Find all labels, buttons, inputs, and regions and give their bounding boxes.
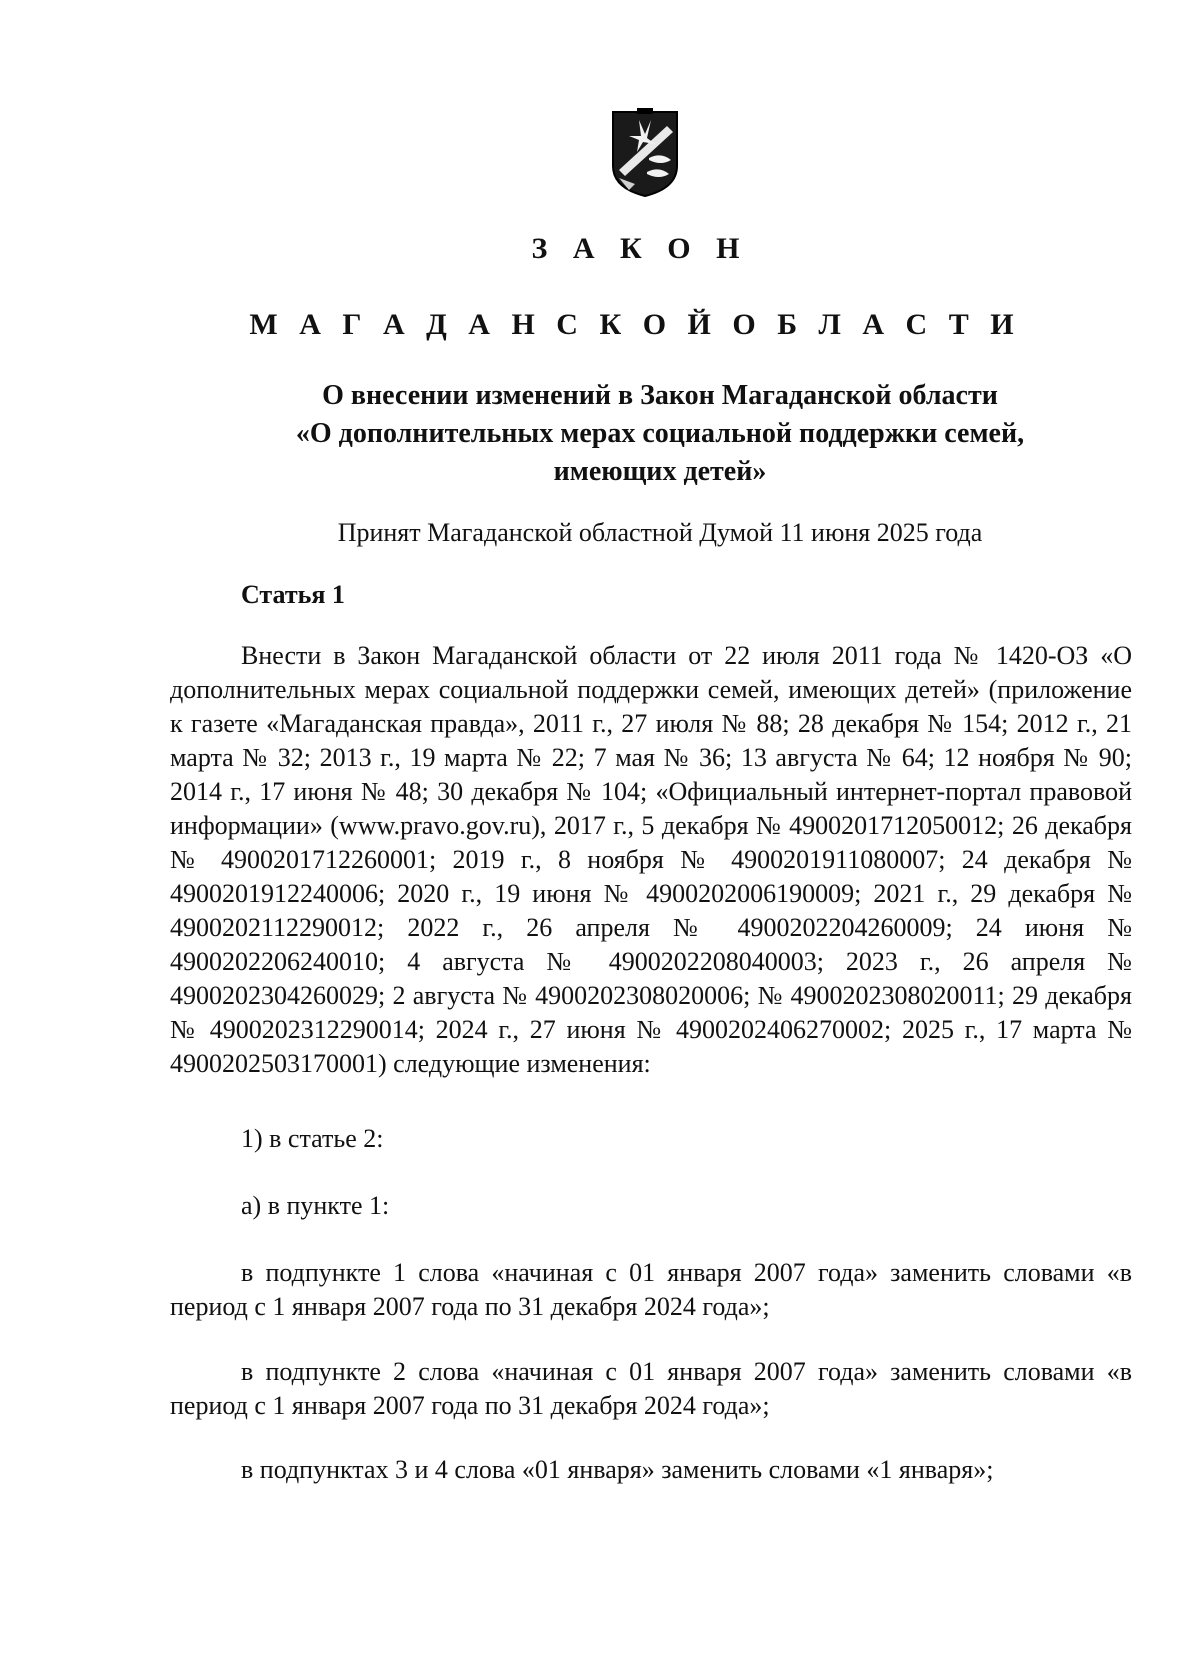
subject-line-3: имеющих детей» [553,456,767,487]
article-paragraph: в подпункте 2 слова «начиная с 01 января 2007 года» заменить словами «в период с 1 января 2007 года по 31 декабря 2024 года»; [170,1357,1132,1420]
article-paragraph: в подпунктах 3 и 4 слова «01 января» заменить словами «1 января»; [241,1455,994,1484]
article-heading: Статья 1 [241,580,345,609]
subject-line-2: «О дополнительных мерах социальной поддержки семей, [295,418,1025,449]
article-paragraph: 1) в статье 2: [241,1124,384,1153]
region-title: М А Г А Д А Н С К О Й О Б Л А С Т И [249,308,1021,341]
article-paragraph: а) в пункте 1: [241,1191,390,1220]
coat-of-arms-emblem [609,108,681,198]
document-type-title: З А К О Н [531,232,749,265]
law-subject-title [160,377,1160,491]
article-paragraph: в подпункте 1 слова «начиная с 01 января 2007 года» заменить словами «в период с 1 января 2007 года по 31 декабря 2024 года»; [170,1258,1132,1321]
adoption-line: Принят Магаданской областной Думой 11 июня 2025 года [337,518,983,547]
article-paragraph: Внести в Закон Магаданской области от 22 июля 2011 года № 1420-ОЗ «О дополнительных мерах социальной поддержки семей, имеющих детей» (приложение к газете «Магаданская правда», 2011 г., 27 июля № 88; 28 декабря № 154; 2012 г., 21 марта № 32; 2013 г., 19 марта № 22; 7 мая № 36; 13 августа № 64; 12 ноября № 90; 2014 г., 17 июня № 48; 30 декабря № 104; «Официальный интернет-портал правовой информации» (www.pravo.gov.ru), 2017 г., 5 декабря № 4900201712050012; 26 декабря № 4900201712260001; 2019 г., 8 ноября № 4900201911080007; 24 декабря № 4900201912240006; 2020 г., 19 июня № 4900202006190009; 2021 г., 29 декабря № 4900202112290012; 2022 г., 26 апреля № 4900202204260009; 24 июня № 4900202206240010; 4 августа № 4900202208040003; 2023 г., 26 апреля № 4900202304260029; 2 августа № 4900202308020006; № 4900202308020011; 29 декабря № 4900202312290014; 2024 г., 27 июня № 4900202406270002; 2025 г., 17 марта № 4900202503170001) следующие изменения: [170,641,1132,1078]
subject-line-1: О внесении изменений в Закон Магаданской области [322,380,998,411]
